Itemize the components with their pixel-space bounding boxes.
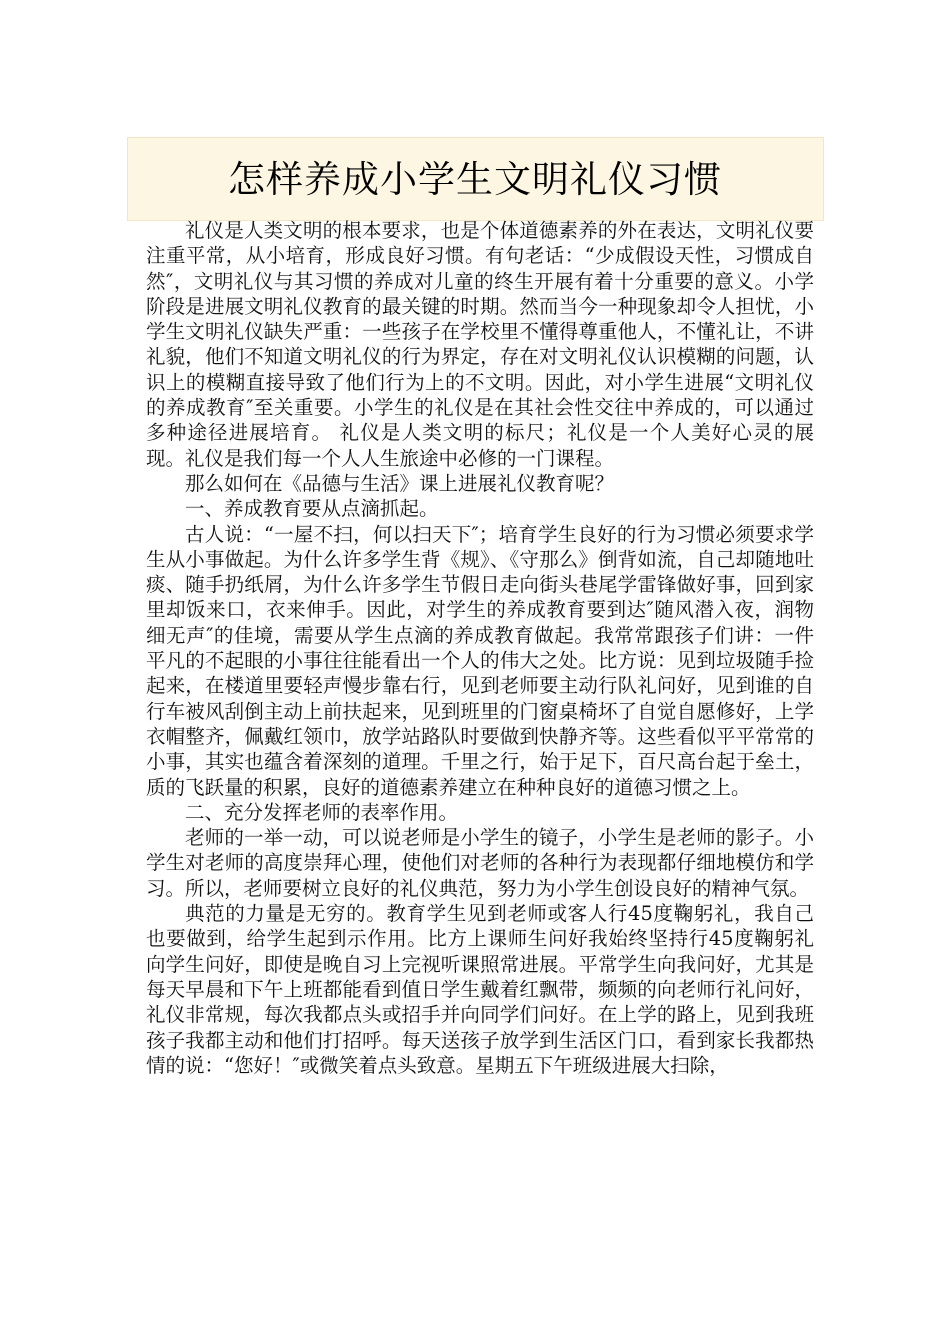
paragraph-intro: 礼仪是人类文明的根本要求，也是个体道德素养的外在表达，文明礼仪要注重平常，从小培育，形成良好习惯。有句老话：“少成假设天性，习惯成自然″，文明礼仪与其习惯的养成对儿童的终生开展有着十分重要的意义。小学阶段是进展文明礼仪教育的最关键的时期。然而当今一种现象却令人担忧，小学生文明礼仪缺失严重：一些孩子在学校里不懂得尊重他人，不懂礼让，不讲礼貌，他们不知道文明礼仪的行为界定，存在对文明礼仪认识模糊的问题，认识上的模糊直接导致了他们行为上的不文明。因此，对小学生进展“文明礼仪的养成教育″至关重要。小学生的礼仪是在其社会性交往中养成的，可以通过多种途径进展培育。 礼仪是人类文明的标尺；礼仪是一个人美好心灵的展现。礼仪是我们每一个人人生旅途中必修的一门课程。: [146, 219, 814, 470]
section-heading-2: 二、充分发挥老师的表率作用。: [185, 800, 459, 824]
paragraph-section-2a: 老师的一举一动，可以说老师是小学生的镜子，小学生是老师的影子。小学生对老师的高度崇拜心理，使他们对老师的各种行为表现都仔细地模仿和学习。所以，老师要树立良好的礼仪典范，努力为小学生创设良好的精神气氛。: [146, 826, 814, 900]
section-heading-1: 一、养成教育要从点滴抓起。: [185, 497, 439, 521]
document-title: 怎样养成小学生文明礼仪习惯: [228, 158, 722, 201]
paragraph-question: 那么如何在《品德与生活》课上进展礼仪教育呢？: [185, 471, 615, 495]
paragraph-section-1: 古人说：“一屋不扫，何以扫天下″；培育学生良好的行为习惯必须要求学生从小事做起。为什么许多学生背《规》、《守那么》倒背如流，自己却随地吐痰、随手扔纸屑，为什么许多学生节假日走向街头巷尾学雷锋做好事，回到家里却饭来口，衣来伸手。因此，对学生的养成教育要到达″随风潜入夜，润物细无声″的佳境，需要从学生点滴的养成教育做起。我常常跟孩子们讲：一件平凡的不起眼的小事往往能看出一个人的伟大之处。比方说：见到垃圾随手捡起来，在楼道里要轻声慢步靠右行，见到老师要主动行队礼问好，见到谁的自行车被风刮倒主动上前扶起来，见到班里的门窗桌椅坏了自觉自愿修好，上学衣帽整齐，佩戴红领巾，放学站路队时要做到快静齐等。这些看似平平常常的小事，其实也蕴含着深刻的道理。千里之行，始于足下，百尺高台起于垒土，质的飞跃量的积累，良好的道德素养建立在种种良好的道德习惯之上。: [146, 522, 814, 799]
document-body: [146, 218, 814, 1078]
paragraph-section-2b: 典范的力量是无穷的。教育学生见到老师或客人行45度鞠躬礼，我自己也要做到，给学生起到示作用。比方上课师生问好我始终坚持行45度鞠躬礼向学生问好，即使是晚自习上完视听课照常进展。平常学生向我问好，尤其是每天早晨和下午上班都能看到值日学生戴着红飘带，频频的向老师行礼问好，礼仪非常规，每次我都点头或招手并向同学们问好。在上学的路上，见到我班孩子我都主动和他们打招呼。每天送孩子放学到生活区门口，看到家长我都热情的说：“您好！″或微笑着点头致意。星期五下午班级进展大扫除，: [146, 902, 814, 1077]
